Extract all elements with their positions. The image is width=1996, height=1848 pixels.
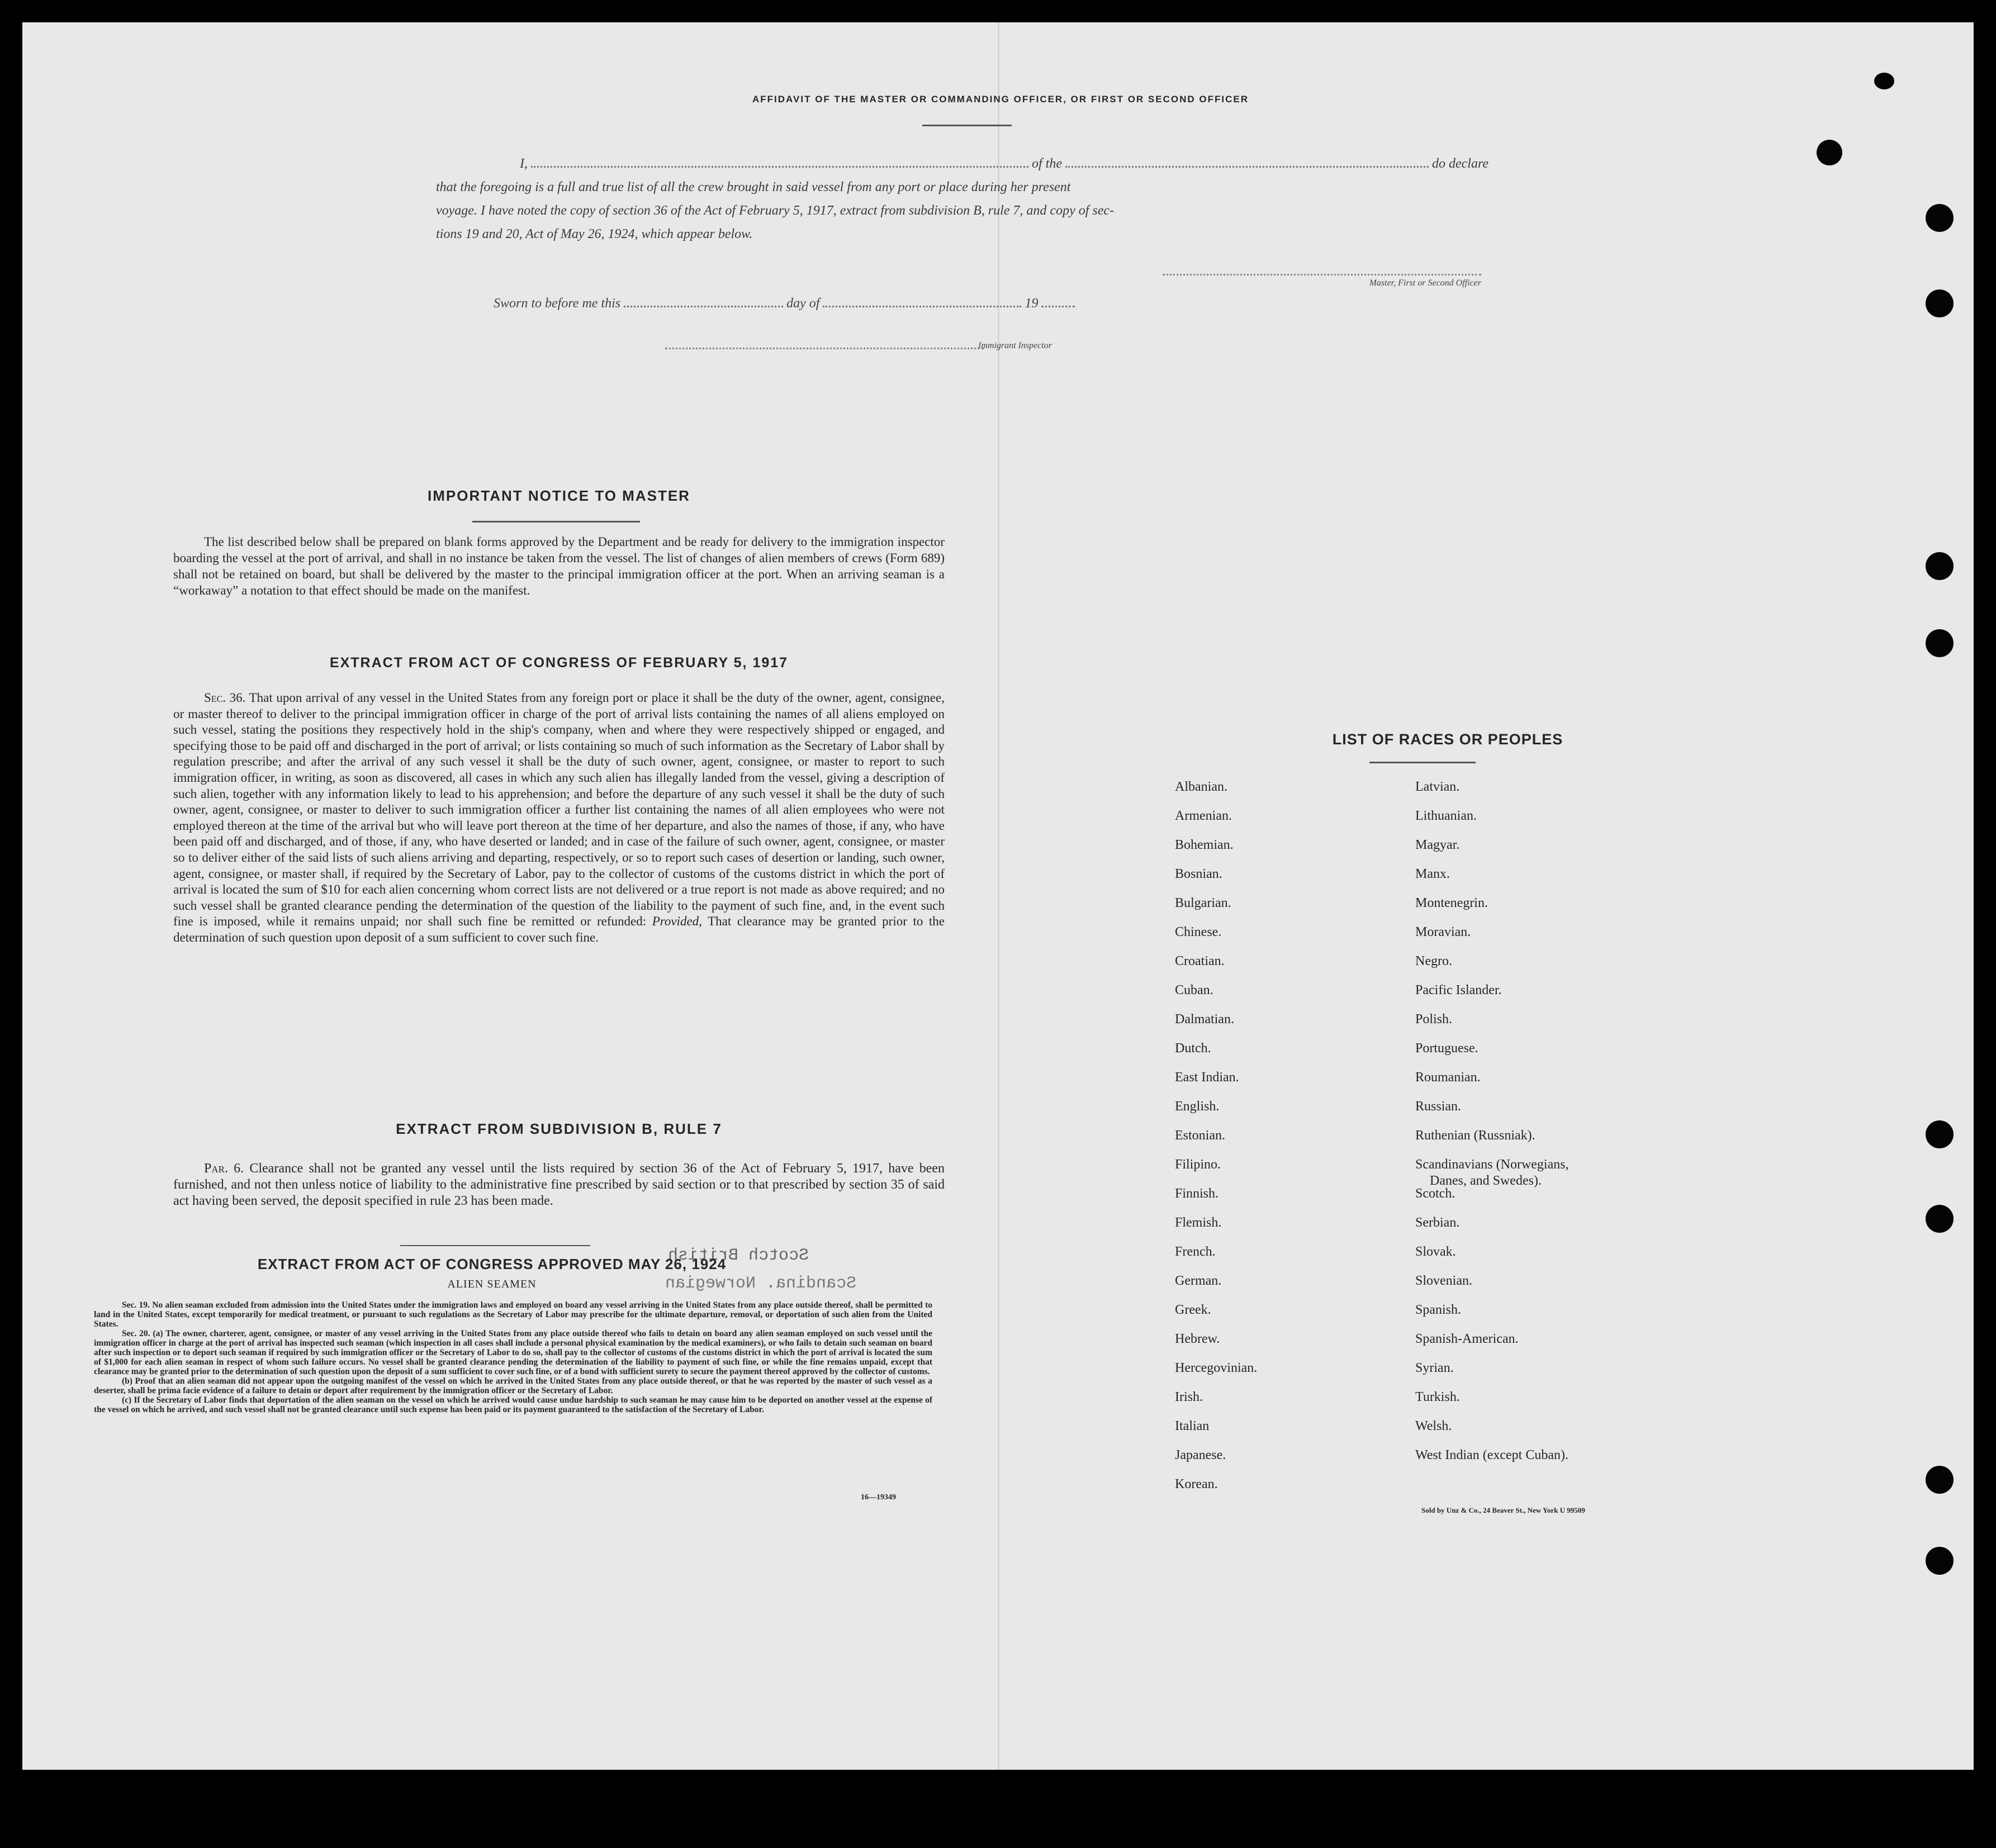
race-item: Hercegovinian. [1175,1361,1258,1375]
sec-19-text: Sec. 19. No alien seaman excluded from admission into the United States under the immigration laws and employed on board any vessel arriving in the United States from any place outside thereof, shall be permitted to land in the United States, except temporarily for medical treatment, or pursuant to such regulations as the Secretary of Labor may prescribe for the ultimate departure, removal, or deportation of such alien from the United States. [94,1300,932,1329]
race-item: Bohemian. [1175,838,1234,852]
race-item: Korean. [1175,1477,1218,1491]
race-item: Spanish. [1415,1303,1462,1317]
extract-1917-title: EXTRACT FROM ACT OF CONGRESS OF FEBRUARY 5, 1917 [329,655,789,671]
sec-20a-text: Sec. 20. (a) The owner, charterer, agent, consignee, or master of any vessel arriving in the United States from any place outside thereof who fails to detain on board any alien seaman employed on such vessel until the immigration officer in charge at the port of arrival has inspected such seaman (which inspection in all cases shall include a personal physical examination by the medical examiners), or who fails to detain such seaman on board after such inspection or to deport such seaman if required by such immigration officer or the Secretary of Labor to do so, shall pay to the collector of customs of the customs district in which the port of arrival is located the sum of $1,000 for each alien seaman in respect of whom such failure occurs. No vessel shall be granted clearance pending the determination of the liability to payment of such fine, or while the fine remains unpaid, except that clearance may be granted prior to the determination of such question upon the deposit of a sum sufficient to cover such fine, or of a bond with sufficient surety to secure the payment thereof approved by the collector of customs. [94,1329,932,1376]
race-item: Portuguese. [1415,1041,1478,1056]
race-item: Chinese. [1175,925,1222,939]
race-item: Ruthenian (Russniak). [1415,1128,1535,1143]
race-item: Flemish. [1175,1215,1222,1230]
notice-title: IMPORTANT NOTICE TO MASTER [428,487,690,504]
year-label: 19 [1025,296,1039,311]
race-item: Slovak. [1415,1244,1456,1259]
race-item: Dalmatian. [1175,1012,1234,1027]
race-item: English. [1175,1099,1220,1114]
punch-hole-5 [1926,552,1954,580]
race-item: Cuban. [1175,983,1213,997]
race-item: East Indian. [1175,1070,1239,1085]
extract-1917-sec: Sec. 36. [204,691,246,705]
race-item: Danes, and Swedes). [1430,1174,1542,1188]
name-blank[interactable] [531,166,1028,168]
inspector-caption: Immigrant Inspector [978,341,1052,350]
subdivision-rule [400,1245,590,1246]
extract-1917-body: That upon arrival of any vessel in the United States from any foreign port or place it shall be the duty of the owner, agent, consignee, or master thereof to deliver to the principal immigration officer in charge of the port of arrival lists containing the names of all aliens employed on such vessel, stating the positions they respectively hold in the ship's company, when and where they were respectively shipped or engaged, and specifying those to be paid off and discharged in the port of arrival; or lists containing so much of such information as the Secretary of Labor shall by regulation prescribe; and after the arrival of any such vessel it shall be the duty of such owner, agent, consignee, or master to report to such immigration officer, in writing, as soon as discovered, all cases in which any such alien has illegally landed from the vessel, giving a description of such alien, together with any information likely to lead to his apprehension; and before the departure of any such vessel it shall be the duty of such owner, agent, consignee, or master to deliver to such immigration officer a further list containing the names of all alien employees who were not employed thereon at the time of the arrival but who will leave port thereon at the time of her departure, and also the names of those, if any, who have been paid off and discharged, and of those, if any, who have deserted or landed; and in case of the failure of such owner, agent, consignee, or master so to deliver either of the said lists of such aliens arriving and departing, respectively, or so to report such cases of desertion or landing, such owner, agent, consignee, or master shall, if required by the Secretary of Labor, pay to the collector of customs of the customs district in which the port of arrival is located the sum of $10 for each alien concerning whom correct lists are not delivered or a true report is not made as above required; and no such vessel shall be granted clearance pending the determination of the question of the liability to the payment of such fine, and, in the event such fine is imposed, while it remains unpaid; nor shall such fine be remitted or refunded: [173,691,945,929]
race-item: Japanese. [1175,1448,1226,1462]
affidavit-of-the: of the [1032,156,1062,171]
document-page [22,22,1974,1770]
punch-hole-8 [1926,1205,1954,1233]
race-item: Spanish-American. [1415,1332,1519,1346]
race-item: Croatian. [1175,954,1225,968]
form-number: 16—19349 [861,1493,896,1502]
imprint: Sold by Unz & Co., 24 Beaver St., New York U 99509 [1421,1506,1585,1514]
subdivision-text [173,1161,945,1209]
race-item: Montenegrin. [1415,896,1488,910]
sec-20c-text: (c) If the Secretary of Labor finds that deportation of the alien seaman on the vessel on which he arrived would cause undue hardship to such seaman he may cause him to be deported on another vessel at the expense of the vessel on which he arrived, and such vessel shall not be granted clearance until such expense has been paid or its payment guaranteed to the satisfaction of the Secretary of Labor. [94,1395,932,1414]
extract-1924-subtitle: ALIEN SEAMEN [447,1278,537,1290]
race-item: Estonian. [1175,1128,1225,1143]
punch-hole-2 [1817,140,1842,165]
notice-rule [472,521,640,522]
race-item: Magyar. [1415,838,1460,852]
race-item: Russian. [1415,1099,1462,1114]
bleed-through-1: Scotch British [668,1246,809,1265]
race-item: Hebrew. [1175,1332,1220,1346]
notice-body: The list described below shall be prepared on blank forms approved by the Department and be ready for delivery to the immigration inspector boarding the vessel at the port of arrival, and shall in no instance be taken from the vessel. The list of changes of alien members of crews (Form 689) shall not be retained on board, but shall be delivered by the master to the principal immigration officer at the port. When an arriving seaman is a “workaway” a notation to that effect should be made on the manifest. [173,535,945,597]
affidavit-rule [922,125,1012,126]
punch-hole-3 [1926,204,1954,232]
punch-hole-1 [1874,73,1894,89]
race-item: Finnish. [1175,1186,1219,1201]
affidavit-line-3: voyage. I have noted the copy of section 36 of the Act of February 5, 1917, extract from subdivision B, rule 7, and copy of sec- [436,203,1115,218]
races-rule [1369,762,1476,763]
race-item: Bulgarian. [1175,896,1231,910]
race-item: Welsh. [1415,1419,1452,1433]
affidavit-line-4: tions 19 and 20, Act of May 26, 1924, which appear below. [436,227,753,241]
punch-hole-7 [1926,1120,1954,1148]
race-item: Italian [1175,1419,1210,1433]
master-caption: Master, First or Second Officer [1369,278,1481,288]
extract-1924-body [94,1300,932,1414]
race-item: Armenian. [1175,809,1232,823]
extract-1924-title: EXTRACT FROM ACT OF CONGRESS APPROVED MAY 26, 1924 [257,1256,727,1272]
race-item: Slovenian. [1415,1274,1472,1288]
vessel-blank[interactable] [1065,166,1429,168]
race-item: Moravian. [1415,925,1471,939]
subdivision-title: EXTRACT FROM SUBDIVISION B, RULE 7 [396,1120,722,1137]
bleed-through-2: Scandina. Norwegian [665,1274,857,1293]
race-item: Negro. [1415,954,1452,968]
races-title: LIST OF RACES OR PEOPLES [1332,731,1563,748]
day-of-label: day of [786,296,820,311]
race-item: Pacific Islander. [1415,983,1502,997]
affidavit-line-2: that the foregoing is a full and true list of all the crew brought in said vessel from any port or place during her present [436,180,1071,194]
race-item: West Indian (except Cuban). [1415,1448,1568,1462]
affidavit-i-label: I, [520,156,528,171]
race-item: Serbian. [1415,1215,1460,1230]
race-item: Polish. [1415,1012,1453,1027]
affidavit-title: AFFIDAVIT OF THE MASTER OR COMMANDING OFFICER, OR FIRST OR SECOND OFFICER [752,94,1249,104]
month-blank[interactable] [823,306,1021,307]
race-item: Irish. [1175,1390,1203,1404]
race-item: Turkish. [1415,1390,1460,1404]
sworn-day-blank[interactable] [624,306,783,307]
center-fold [998,22,999,1770]
punch-hole-10 [1926,1547,1954,1575]
notice-text [173,534,945,598]
inspector-signature-line[interactable] [665,346,984,349]
sworn-line [494,296,1075,311]
race-item: Albanian. [1175,780,1227,794]
race-item: Syrian. [1415,1361,1454,1375]
race-item: Dutch. [1175,1041,1211,1056]
race-item: Manx. [1415,867,1450,881]
year-blank[interactable] [1041,306,1075,307]
race-item: Bosnian. [1175,867,1222,881]
master-signature-line[interactable] [1163,273,1481,275]
race-item: Greek. [1175,1303,1211,1317]
race-item: German. [1175,1274,1222,1288]
extract-1917-body-end: That clearance may be granted prior to the determination of such question upon deposit of a sum sufficient to cover such fine. [173,914,945,944]
race-item: Scotch. [1415,1186,1455,1201]
extract-1917-provided: Provided, [652,914,702,929]
subdivision-par: Par. 6. [204,1161,244,1176]
extract-1917-text [173,690,945,946]
affidavit-do-declare: do declare [1432,156,1489,171]
race-item: French. [1175,1244,1216,1259]
subdivision-body: Clearance shall not be granted any vessel until the lists required by section 36 of the Act of February 5, 1917, have been furnished, and not then unless notice of liability to the administrative fine prescribed by said section or to that prescribed by section 35 of said act having been served, the deposit specified in rule 23 has been made. [173,1161,945,1208]
sec-20b-text: (b) Proof that an alien seaman did not appear upon the outgoing manifest of the vessel on which he arrived in the United States from any place outside thereof, or that he was reported by the master of such vessel as a deserter, shall be prima facie evidence of a failure to detain or deport after requirement by the immigration officer or the Secretary of Labor. [94,1376,932,1395]
race-item: Scandinavians (Norwegians, [1415,1157,1569,1172]
punch-hole-9 [1926,1466,1954,1494]
punch-hole-6 [1926,629,1954,657]
race-item: Filipino. [1175,1157,1221,1172]
race-item: Latvian. [1415,780,1460,794]
race-item: Roumanian. [1415,1070,1481,1085]
punch-hole-4 [1926,289,1954,317]
race-item: Lithuanian. [1415,809,1477,823]
affidavit-declaration [436,152,1537,246]
sworn-label: Sworn to before me this [494,296,621,311]
